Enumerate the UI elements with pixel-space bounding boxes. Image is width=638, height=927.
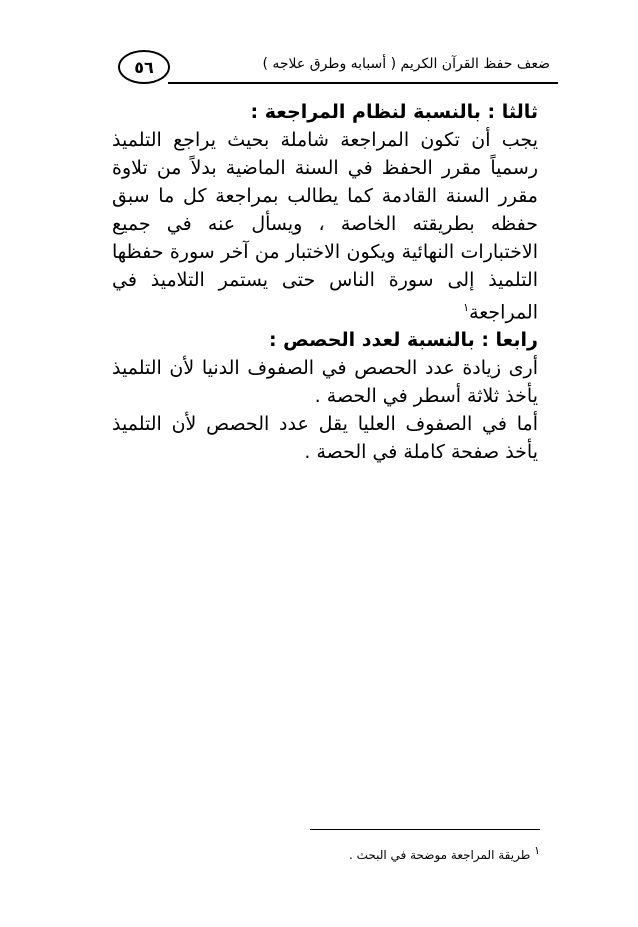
running-title: ضعف حفظ القرآن الكريم ( أسبابه وطرق علاجه )	[262, 56, 550, 72]
page-header	[108, 46, 558, 84]
section-heading-lessons: رابعا : بالنسبة لعدد الحصص :	[268, 329, 538, 352]
footnote-text: طريقة المراجعة موضحة في البحث .	[348, 848, 531, 862]
footnote-marker: ١	[534, 844, 540, 857]
paragraph-upper-grades: أما في الصفوف العليا يقل عدد الحصص لأن التلميذ يأخذ صفحة كاملة في الحصة .	[112, 413, 538, 464]
header-rule	[168, 82, 558, 84]
paragraph-lower-grades: أرى زيادة عدد الحصص في الصفوف الدنيا لأن التلميذ يأخذ ثلاثة أسطر في الحصة .	[112, 357, 538, 408]
footnote-reference: ١	[463, 301, 470, 314]
paragraph-review	[112, 126, 538, 326]
section-heading-review: ثالثا : بالنسبة لنظام المراجعة :	[250, 101, 538, 123]
page-number-badge: ٥٦	[118, 50, 170, 84]
main-text	[112, 98, 538, 466]
paragraph-review-text: يجب أن تكون المراجعة شاملة بحيث يراجع التلميذ رسمياً مقرر الحفظ في السنة الماضية بدلاً من تلاوة مقرر السنة القادمة كما يطالب بمراجعة كل ما سبق حفظه بطريقته الخاصة ، ويسأل عنه في جميع الاختبارات النهائية ويكون الاختبار من آخر سورة حفظها التلميذ إلى سورة الناس حتى يستمر التلاميذ في المراجعة	[112, 129, 538, 324]
footnote-separator	[310, 829, 540, 830]
footnote	[349, 844, 540, 862]
